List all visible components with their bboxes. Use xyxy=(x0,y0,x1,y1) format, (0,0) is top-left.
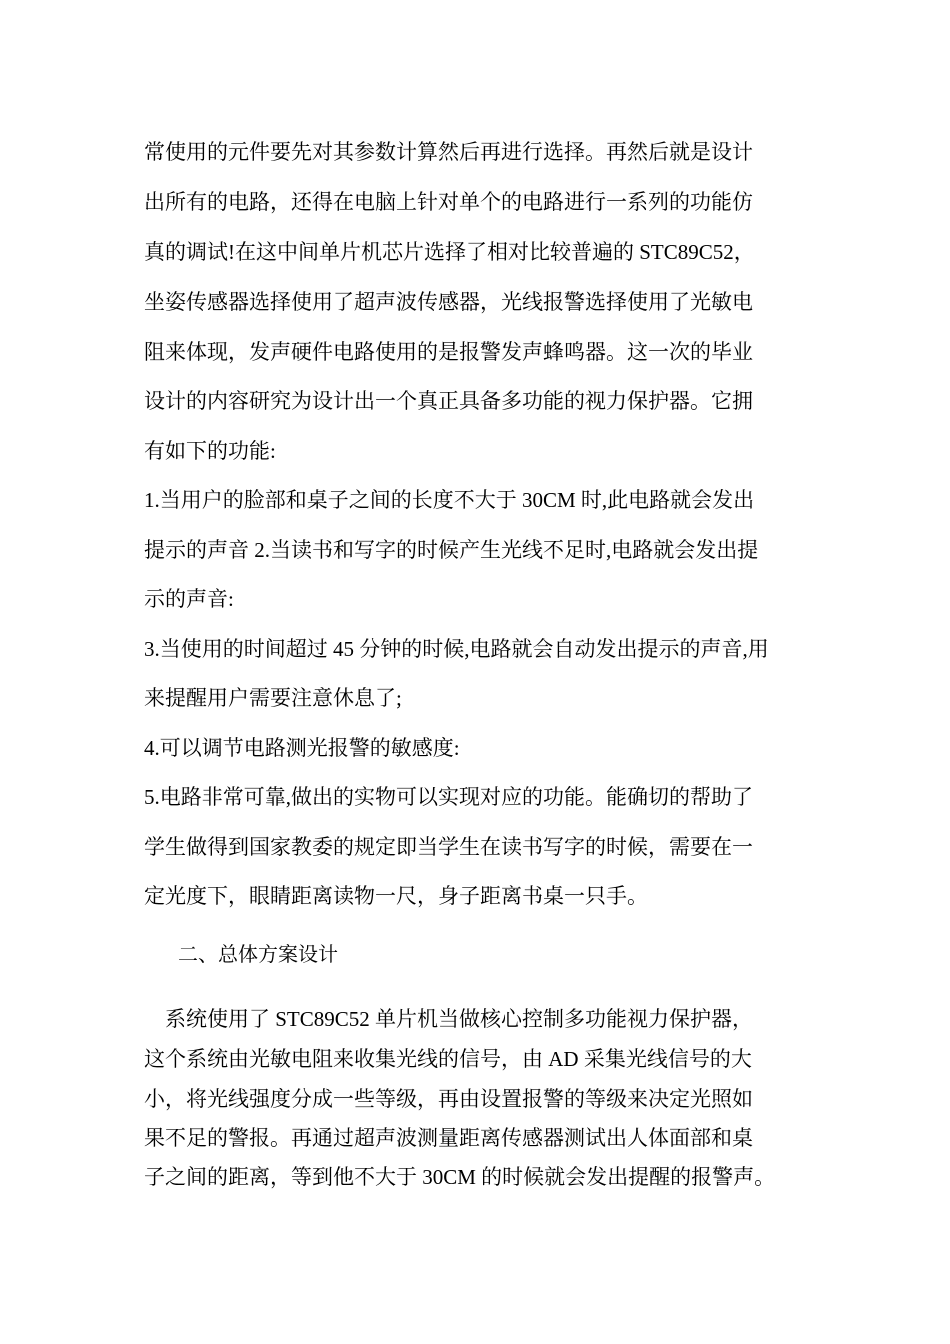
feature-line: 来提醒用户需要注意休息了; xyxy=(144,686,402,710)
feature-line: 4.可以调节电路测光报警的敏感度: xyxy=(144,736,460,760)
intro-line: 有如下的功能: xyxy=(144,439,276,463)
section-line: 小，将光线强度分成一些等级，再由设置报警的等级来决定光照如 xyxy=(144,1087,753,1111)
feature-line: 学生做得到国家教委的规定即当学生在读书写字的时候，需要在一 xyxy=(144,835,753,859)
feature-line: 提示的声音 2.当读书和写字的时候产生光线不足时,电路就会发出提 xyxy=(144,538,759,562)
section-heading: 二、总体方案设计 xyxy=(178,942,338,966)
feature-line: 3.当使用的时间超过 45 分钟的时候,电路就会自动发出提示的声音,用 xyxy=(144,637,769,661)
intro-line: 出所有的电路，还得在电脑上针对单个的电路进行一系列的功能仿 xyxy=(144,190,753,214)
intro-line: 设计的内容研究为设计出一个真正具备多功能的视力保护器。它拥 xyxy=(144,389,753,413)
intro-line: 阻来体现，发声硬件电路使用的是报警发声蜂鸣器。这一次的毕业 xyxy=(144,340,753,364)
feature-line: 示的声音: xyxy=(144,587,234,611)
intro-line: 真的调试!在这中间单片机芯片选择了相对比较普遍的 STC89C52， xyxy=(144,240,755,264)
section-line: 果不足的警报。再通过超声波测量距离传感器测试出人体面部和桌 xyxy=(144,1126,753,1150)
intro-line: 常使用的元件要先对其参数计算然后再进行选择。再然后就是设计 xyxy=(144,140,753,164)
feature-line: 定光度下，眼睛距离读物一尺，身子距离书桌一只手。 xyxy=(144,884,648,908)
section-line: 这个系统由光敏电阻来收集光线的信号，由 AD 采集光线信号的大 xyxy=(144,1047,752,1071)
section-line: 子之间的距离，等到他不大于 30CM 的时候就会发出提醒的报警声。 xyxy=(144,1165,776,1189)
section-line: 系统使用了 STC89C52 单片机当做核心控制多功能视力保护器， xyxy=(144,1007,754,1031)
feature-line: 1.当用户的脸部和桌子之间的长度不大于 30CM 时,此电路就会发出 xyxy=(144,488,755,512)
feature-line: 5.电路非常可靠,做出的实物可以实现对应的功能。能确切的帮助了 xyxy=(144,785,753,809)
intro-line: 坐姿传感器选择使用了超声波传感器，光线报警选择使用了光敏电 xyxy=(144,290,753,314)
